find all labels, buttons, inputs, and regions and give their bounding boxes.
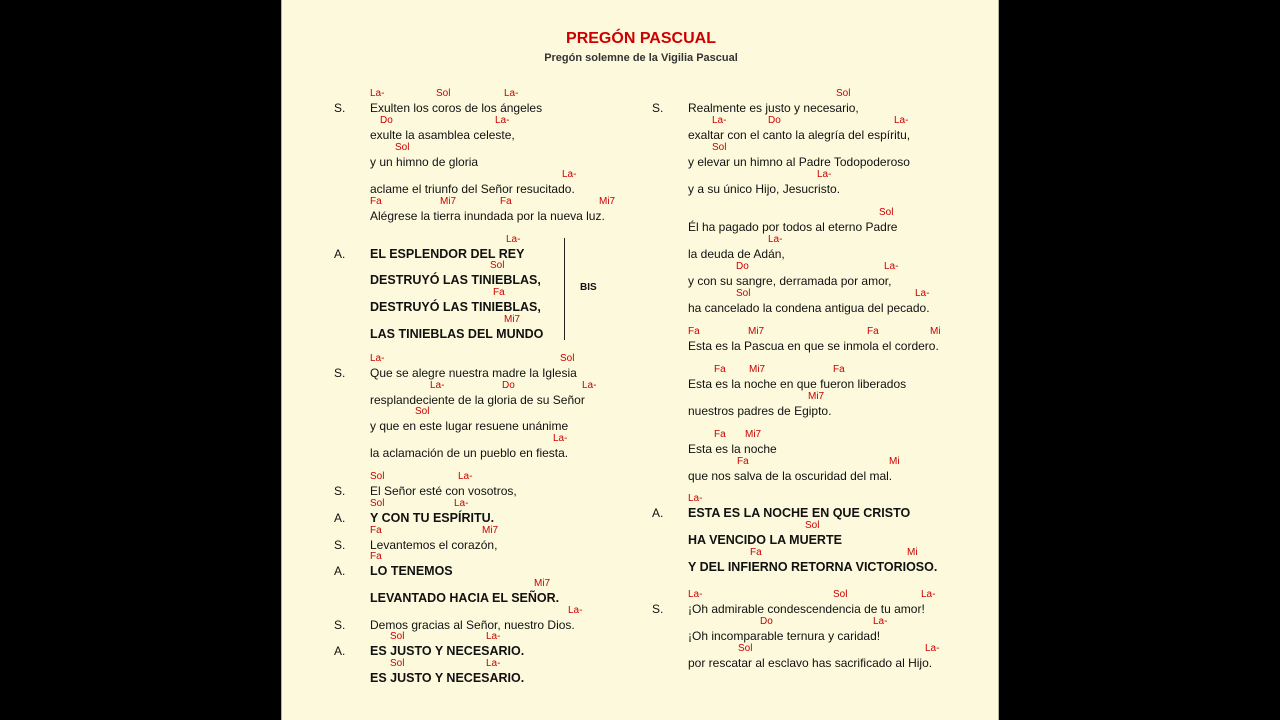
chord-label: Sol: [436, 88, 451, 99]
speaker-label: A.: [334, 564, 346, 578]
lyric-line: DESTRUYÓ LAS TINIEBLAS,: [370, 273, 541, 287]
lyric-line: Que se alegre nuestra madre la Iglesia: [370, 366, 577, 380]
chord-label: Sol: [415, 406, 430, 417]
chord-label: La-: [568, 605, 583, 616]
song-subtitle: Pregón solemne de la Vigilia Pascual: [544, 52, 738, 64]
lyric-line: DESTRUYÓ LAS TINIEBLAS,: [370, 300, 541, 314]
chord-label: La-: [712, 115, 727, 126]
chord-label: Fa: [688, 326, 700, 337]
lyric-line: nuestros padres de Egipto.: [688, 404, 832, 418]
chord-label: Mi: [889, 456, 900, 467]
chord-label: La-: [925, 643, 940, 654]
chord-label: La-: [817, 169, 832, 180]
chord-label: Mi7: [808, 391, 825, 402]
lyric-line: y con su sangre, derramada por amor,: [688, 274, 892, 288]
chord-label: Mi: [930, 326, 941, 337]
lyric-line: y que en este lugar resuene unánime: [370, 419, 569, 433]
lyric-line: HA VENCIDO LA MUERTE: [688, 533, 842, 547]
chord-label: La-: [495, 115, 510, 126]
chord-label: Fa: [737, 456, 749, 467]
chord-label: Mi: [907, 547, 918, 558]
chord-label: Sol: [490, 260, 505, 271]
speaker-label: S.: [334, 366, 346, 380]
lyric-line: Esta es la noche: [688, 442, 777, 456]
chord-label: Sol: [736, 288, 751, 299]
chord-label: Sol: [833, 589, 848, 600]
lyric-line: Y CON TU ESPÍRITU.: [370, 511, 495, 525]
lyric-line: ¡Oh incomparable ternura y caridad!: [688, 629, 881, 643]
lyric-line: por rescatar al esclavo has sacrificado al Hijo.: [688, 656, 933, 670]
lyric-line: exulte la asamblea celeste,: [370, 128, 515, 142]
chord-label: La-: [688, 589, 703, 600]
lyric-line: El Señor esté con vosotros,: [370, 484, 517, 498]
lyric-line: exaltar con el canto la alegría del espíritu,: [688, 128, 911, 142]
chord-label: La-: [921, 589, 936, 600]
speaker-label: S.: [334, 538, 346, 552]
chord-label: Mi7: [534, 578, 551, 589]
lyric-line: Esta es la Pascua en que se inmola el cordero.: [688, 339, 939, 353]
chord-label: La-: [915, 288, 930, 299]
chord-label: Do: [736, 261, 749, 272]
chord-label: Mi7: [599, 196, 616, 207]
speaker-label: A.: [334, 644, 346, 658]
chord-label: Sol: [738, 643, 753, 654]
lyric-line: ESTA ES LA NOCHE EN QUE CRISTO: [688, 506, 911, 520]
lyric-line: y un himno de gloria: [370, 155, 479, 169]
chord-label: Sol: [560, 353, 575, 364]
lyric-line: Alégrese la tierra inundada por la nueva luz.: [370, 209, 605, 223]
lyric-line: LO TENEMOS: [370, 564, 453, 578]
chord-label: Mi7: [440, 196, 457, 207]
lyric-line: la aclamación de un pueblo en fiesta.: [370, 446, 569, 460]
chord-label: La-: [486, 658, 501, 669]
lyric-line: que nos salva de la oscuridad del mal.: [688, 469, 893, 483]
chord-label: La-: [884, 261, 899, 272]
chord-label: Sol: [390, 658, 405, 669]
chord-label: Fa: [750, 547, 762, 558]
bis-label: BIS: [580, 282, 597, 293]
song-title: PREGÓN PASCUAL: [566, 30, 716, 47]
chord-label: La-: [688, 493, 703, 504]
chord-label: La-: [506, 234, 521, 245]
speaker-label: S.: [334, 101, 346, 115]
chord-label: Sol: [805, 520, 820, 531]
lyric-line: Esta es la noche en que fueron liberados: [688, 377, 907, 391]
chord-label: La-: [430, 380, 445, 391]
speaker-label: S.: [652, 602, 664, 616]
speaker-label: S.: [334, 618, 346, 632]
chord-label: Mi7: [749, 364, 766, 375]
lyric-line: aclame el triunfo del Señor resucitado.: [370, 182, 575, 196]
lyric-line: resplandeciente de la gloria de su Señor: [370, 393, 585, 407]
chord-label: Sol: [712, 142, 727, 153]
chord-label: Do: [380, 115, 393, 126]
lyric-line: y elevar un himno al Padre Todopoderoso: [688, 155, 910, 169]
chord-label: La-: [370, 88, 385, 99]
chord-label: La-: [553, 433, 568, 444]
speaker-label: A.: [652, 506, 664, 520]
lyric-line: y a su único Hijo, Jesucristo.: [688, 182, 841, 196]
lyric-line: Él ha pagado por todos al eterno Padre: [688, 220, 898, 234]
chord-label: Fa: [370, 525, 382, 536]
lyric-line: ES JUSTO Y NECESARIO.: [370, 644, 525, 658]
chord-label: La-: [582, 380, 597, 391]
chord-label: Fa: [714, 429, 726, 440]
lyric-line: LAS TINIEBLAS DEL MUNDO: [370, 327, 544, 341]
lyric-line: ha cancelado la condena antigua del pecado.: [688, 301, 930, 315]
speaker-label: S.: [652, 101, 664, 115]
lyric-line: EL ESPLENDOR DEL REY: [370, 247, 525, 261]
chord-label: La-: [873, 616, 888, 627]
chord-label: Do: [502, 380, 515, 391]
chord-label: Fa: [714, 364, 726, 375]
chord-label: La-: [504, 88, 519, 99]
lyric-line: la deuda de Adán,: [688, 247, 785, 261]
chord-label: La-: [454, 498, 469, 509]
chord-label: La-: [768, 234, 783, 245]
lyric-line: ES JUSTO Y NECESARIO.: [370, 671, 525, 685]
speaker-label: A.: [334, 247, 346, 261]
chord-label: Fa: [493, 287, 505, 298]
lyric-line: LEVANTADO HACIA EL SEÑOR.: [370, 591, 560, 605]
chord-label: Mi7: [748, 326, 765, 337]
chord-label: Sol: [370, 498, 385, 509]
chord-label: La-: [458, 471, 473, 482]
chord-label: Fa: [867, 326, 879, 337]
speaker-label: S.: [334, 484, 346, 498]
chord-label: Fa: [370, 551, 382, 562]
speaker-label: A.: [334, 511, 346, 525]
lyric-line: Demos gracias al Señor, nuestro Dios.: [370, 618, 575, 632]
chord-label: Sol: [879, 207, 894, 218]
lyric-line: Levantemos el corazón,: [370, 538, 498, 552]
chord-label: La-: [562, 169, 577, 180]
song-sheet: [281, 0, 999, 720]
chord-label: Fa: [833, 364, 845, 375]
chord-label: Mi7: [504, 314, 521, 325]
chord-label: La-: [486, 631, 501, 642]
chord-label: Sol: [836, 88, 851, 99]
chord-label: La-: [370, 353, 385, 364]
lyric-line: Y DEL INFIERNO RETORNA VICTORIOSO.: [688, 560, 938, 574]
chord-label: Mi7: [482, 525, 499, 536]
chord-label: Sol: [370, 471, 385, 482]
chord-label: Do: [760, 616, 773, 627]
lyric-line: Exulten los coros de los ángeles: [370, 101, 543, 115]
lyric-line: ¡Oh admirable condescendencia de tu amor!: [688, 602, 925, 616]
chord-label: La-: [894, 115, 909, 126]
chord-label: Fa: [500, 196, 512, 207]
chord-label: Do: [768, 115, 781, 126]
chord-label: Mi7: [745, 429, 762, 440]
chord-label: Fa: [370, 196, 382, 207]
bis-bracket-line: [564, 238, 565, 340]
lyric-line: Realmente es justo y necesario,: [688, 101, 859, 115]
chord-label: Sol: [395, 142, 410, 153]
chord-label: Sol: [390, 631, 405, 642]
